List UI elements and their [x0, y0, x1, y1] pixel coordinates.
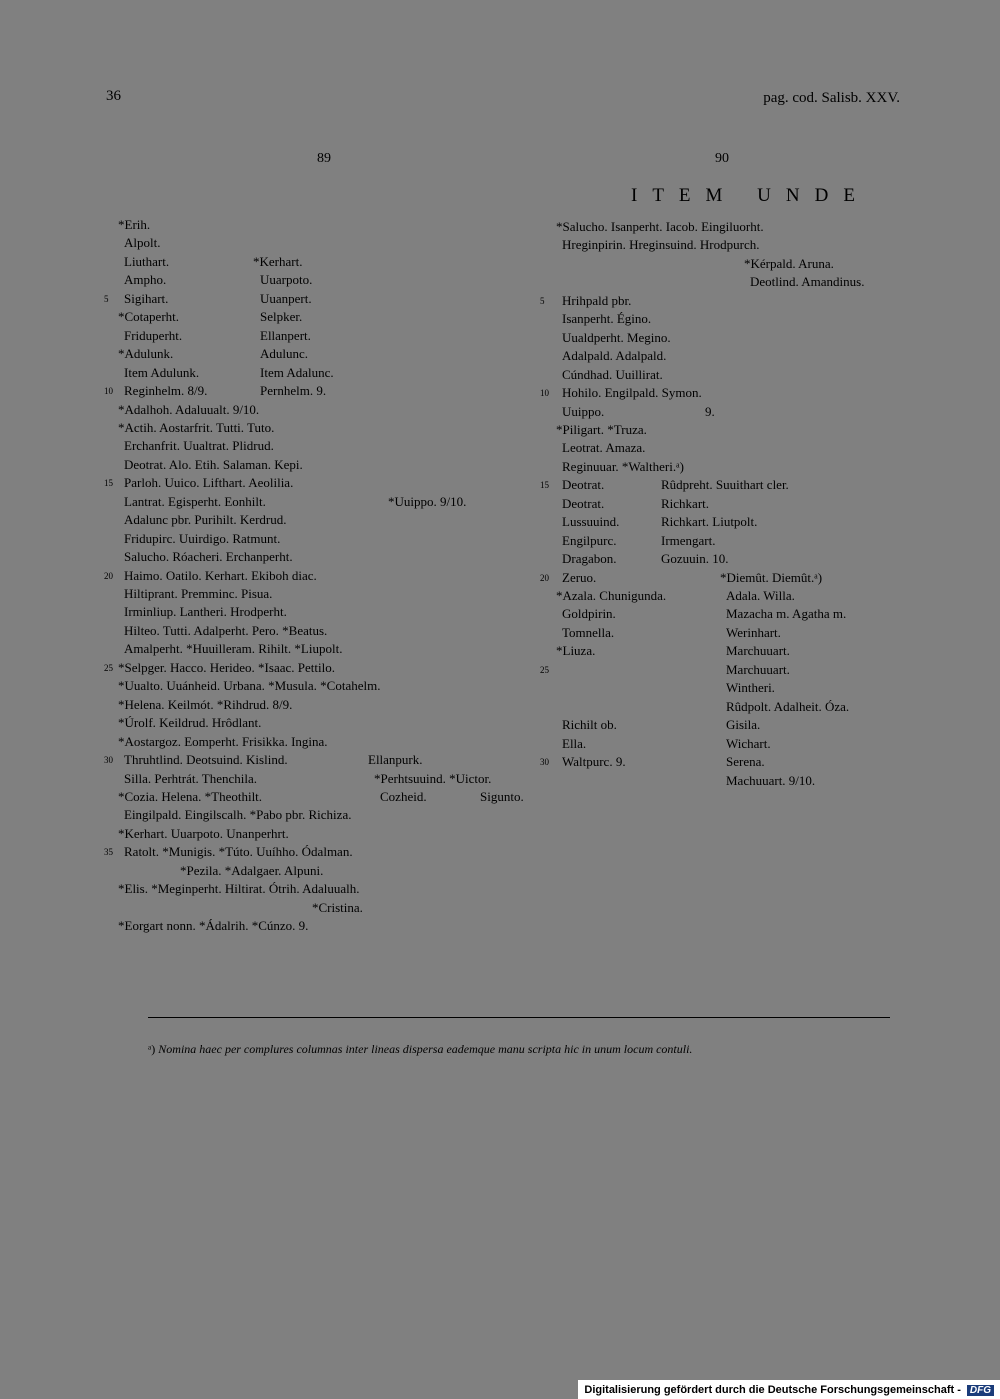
line-number: 25	[540, 664, 549, 675]
name-entry: Item Adulunk.	[124, 364, 200, 380]
name-entry: Lussuuind.	[562, 514, 620, 530]
name-entry: *Kerhart.	[253, 253, 303, 269]
name-entry: Tomnella.	[562, 624, 615, 640]
dfg-logo: DFG	[967, 1385, 994, 1396]
digitization-footer	[578, 1380, 1000, 1399]
line-number: 10	[540, 388, 549, 399]
name-entry: Deotrat. Alo. Etih. Salaman. Kepi.	[124, 456, 303, 472]
name-entry: Marchuuart.	[726, 643, 790, 659]
name-entry: Wintheri.	[726, 680, 775, 696]
name-entry: Cúndhad. Uuillirat.	[562, 366, 663, 382]
name-entry: Uualdperht. Megino.	[562, 329, 671, 345]
name-entry: Irmengart.	[661, 532, 716, 548]
name-entry: Gisila.	[726, 717, 761, 733]
name-entry: *Cozia. Helena. *Theothilt.	[118, 788, 263, 804]
name-entry: Hilteo. Tutti. Adalperht. Pero. *Beatus.	[124, 622, 328, 638]
name-entry: Zeruo.	[562, 569, 597, 585]
footnote-text: Nomina haec per complures columnas inter lineas dispersa eademque manu scripta hic in unum locum contuli.	[158, 1042, 693, 1056]
name-entry: Hrihpald pbr.	[562, 292, 632, 308]
name-entry: *Adalhoh. Adaluualt. 9/10.	[118, 401, 260, 417]
line-number: 10	[104, 386, 113, 397]
name-entry: Dragabon.	[562, 551, 617, 567]
line-number: 15	[104, 478, 113, 489]
name-entry: Friduperht.	[124, 327, 183, 343]
name-entry: *Piligart. *Truza.	[556, 421, 647, 437]
name-entry: Silla. Perhtrát. Thenchila.	[124, 770, 257, 786]
name-entry: Reginhelm. 8/9.	[124, 383, 208, 399]
page-number: 36	[106, 88, 121, 104]
name-entry: Adala. Willa.	[726, 588, 795, 603]
name-entry: *Eorgart nonn. *Ádalrih. *Cúnzo. 9.	[118, 918, 309, 934]
name-entry: Uuarpoto.	[260, 272, 313, 288]
name-entry: *Erih.	[118, 217, 151, 232]
line-number: 30	[104, 755, 113, 766]
name-entry: Fridupirc. Uuirdigo. Ratmunt.	[124, 530, 281, 546]
name-entry: Uuippo.	[562, 403, 605, 419]
name-entry: Serena.	[726, 754, 765, 770]
name-entry: *Kerhart. Uuarpoto. Unanperhrt.	[118, 825, 289, 841]
name-entry: *Uualto. Uuánheid. Urbana. *Musula. *Cotahelm.	[118, 678, 381, 694]
line-number: 20	[540, 572, 549, 583]
name-entry: *Kérpald. Aruna.	[744, 255, 834, 271]
name-entry: Engilpurc.	[562, 532, 617, 548]
name-entry: *Elis. *Meginperht. Hiltirat. Ótrih. Adaluualh.	[118, 881, 360, 897]
name-entry: Pernhelm. 9.	[260, 383, 327, 399]
name-entry: Hreginpirin. Hreginsuind. Hrodpurch.	[562, 237, 760, 253]
name-entry: Deotrat.	[562, 495, 605, 511]
name-entry: Eingilpald. Eingilscalh. *Pabo pbr. Richiza.	[124, 807, 352, 823]
name-entry: Salucho. Róacheri. Erchanperht.	[124, 549, 293, 565]
line-number: 30	[540, 757, 549, 768]
name-entry: Rûdpreht. Suuithart cler.	[661, 477, 789, 493]
name-entry: Goldpirin.	[562, 606, 616, 622]
name-entry: *Aostargoz. Eomperht. Frisikka. Ingina.	[118, 733, 328, 749]
name-entry: Waltpurc. 9.	[562, 754, 626, 770]
name-entry: Adalpald. Adalpald.	[562, 348, 667, 364]
name-entry: *Adulunk.	[118, 346, 174, 362]
name-entry: *Diemût. Diemût.ᵃ)	[720, 569, 823, 585]
name-entry: Leotrat. Amaza.	[562, 440, 646, 456]
name-entry: Ampho.	[124, 272, 167, 288]
name-entry: Sigihart.	[124, 290, 169, 306]
name-entry: *Cristina.	[312, 899, 363, 915]
name-entry: Rûdpolt. Adalheit. Óza.	[726, 698, 850, 714]
name-entry: *Actih. Aostarfrit. Tutti. Tuto.	[118, 419, 275, 435]
name-entry: *Salucho. Isanperht. Iacob. Eingiluorht.	[556, 219, 764, 234]
name-entry: Marchuuart.	[726, 661, 790, 677]
name-entry: Erchanfrit. Uualtrat. Plidrud.	[124, 438, 274, 454]
name-entry: *Perhtsuuind. *Uictor.	[374, 770, 492, 786]
name-entry: Machuuart. 9/10.	[726, 772, 816, 788]
name-entry: Mazacha m. Agatha m.	[726, 606, 847, 622]
name-entry: *Helena. Keilmót. *Rihdrud. 8/9.	[118, 696, 293, 712]
name-entry: Alpolt.	[124, 235, 161, 251]
name-entry: Ellanpurk.	[368, 752, 423, 768]
name-entry: Uuanpert.	[260, 290, 312, 306]
name-entry: 9.	[705, 403, 715, 419]
line-number: 35	[104, 847, 113, 858]
footnote	[148, 1042, 692, 1057]
name-entry: *Azala. Chunigunda.	[556, 588, 667, 603]
name-entry: Reginuuar. *Waltheri.ᵃ)	[562, 458, 685, 474]
line-number: 25	[104, 662, 113, 673]
left-column-number: 89	[317, 151, 331, 166]
name-entry: *Pezila. *Adalgaer. Alpuni.	[180, 862, 324, 878]
name-entry: Thruhtlind. Deotsuind. Kislind.	[124, 752, 288, 768]
right-column-title: ITEM UNDE	[631, 185, 870, 206]
name-entry: Hohilo. Engilpald. Symon.	[562, 385, 702, 401]
name-entry: Liuthart.	[124, 253, 170, 269]
name-entry: Richilt ob.	[562, 717, 617, 733]
name-entry: Adalunc pbr. Purihilt. Kerdrud.	[124, 512, 287, 528]
name-entry: Selpker.	[260, 309, 303, 325]
name-entry: Irminliup. Lantheri. Hrodperht.	[124, 604, 287, 620]
right-column-number: 90	[715, 151, 729, 166]
page-reference: pag. cod. Salisb. XXV.	[763, 90, 900, 106]
name-entry: *Selpger. Hacco. Herideo. *Isaac. Pettilo.	[118, 659, 335, 675]
name-entry: Amalperht. *Huuilleram. Rihilt. *Liupolt.	[124, 641, 343, 657]
line-number: 5	[104, 293, 109, 304]
name-entry: Ellanpert.	[260, 327, 311, 343]
name-entry: *Úrolf. Keildrud. Hrôdlant.	[118, 715, 262, 731]
name-entry: Item Adalunc.	[260, 364, 334, 380]
name-entry: Richkart.	[661, 495, 710, 511]
name-entry: Ella.	[562, 735, 587, 751]
line-number: 5	[540, 295, 545, 306]
name-entry: Deotrat.	[562, 477, 605, 493]
name-entry: Parloh. Uuico. Lifthart. Aeolilia.	[124, 475, 294, 491]
name-entry: Sigunto.	[480, 788, 524, 804]
name-entry: Werinhart.	[726, 624, 781, 640]
name-entry: Lantrat. Egisperht. Eonhilt.	[124, 493, 266, 509]
name-entry: *Liuza.	[556, 643, 596, 659]
name-entry: Wichart.	[726, 735, 771, 751]
line-number: 20	[104, 570, 113, 581]
name-entry: Ratolt. *Munigis. *Túto. Uuíhho. Ódalman.	[124, 844, 353, 860]
name-entry: Haimo. Oatilo. Kerhart. Ekiboh diac.	[124, 567, 317, 583]
name-entry: Richkart. Liutpolt.	[661, 514, 758, 530]
name-entry: Isanperht. Égino.	[562, 311, 652, 327]
name-entry: Cozheid.	[380, 788, 427, 804]
footnote-rule	[148, 1017, 890, 1018]
footnote-marker: ᵃ)	[148, 1042, 156, 1056]
name-entry: *Cotaperht.	[118, 309, 180, 325]
name-entry: Deotlind. Amandinus.	[750, 274, 865, 290]
name-entry: Adulunc.	[260, 346, 309, 362]
name-entry: *Uuippo. 9/10.	[388, 493, 467, 509]
line-number: 15	[540, 480, 549, 491]
name-entry: Hiltiprant. Premminc. Pisua.	[124, 586, 273, 601]
footer-text: Digitalisierung gefördert durch die Deutsche Forschungsgemeinschaft -	[584, 1384, 961, 1396]
name-entry: Gozuuin. 10.	[661, 551, 729, 567]
